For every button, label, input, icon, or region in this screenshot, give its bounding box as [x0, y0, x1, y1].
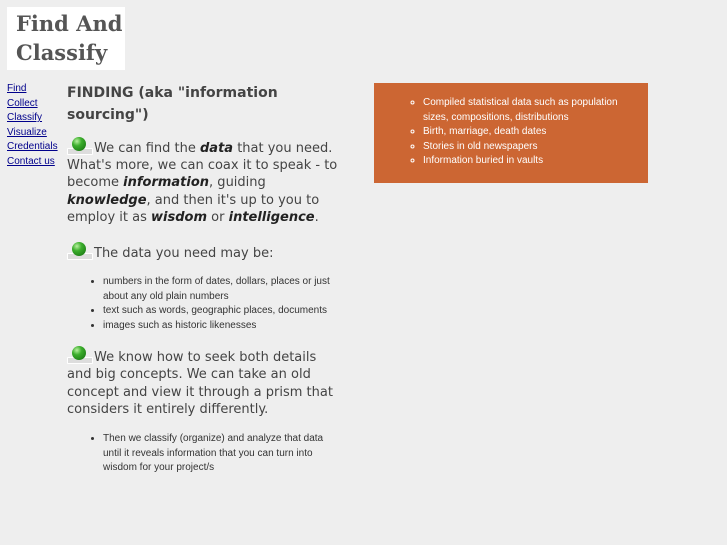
list-item: • Then we classify (organize) and analyze that data until it reveals information that you can turn into wisdom for your project/s	[103, 432, 343, 476]
list-item: ◦ Compiled statistical data such as population sizes, compositions, distributions	[423, 96, 633, 125]
green-ball-icon	[67, 346, 93, 362]
para1-text-3: , guiding	[209, 175, 266, 191]
para2-text: The data you need may be:	[94, 246, 274, 262]
info-sources-box	[374, 83, 648, 183]
nav-link-collect[interactable]: Collect	[7, 97, 38, 109]
nav-link-visualize[interactable]: Visualize	[7, 126, 47, 138]
para1-text-6: .	[314, 209, 319, 225]
logo-text: Find And Classify	[16, 11, 123, 65]
main-content	[67, 82, 342, 476]
para1-bold-knowledge: knowledge	[67, 192, 147, 208]
approach-paragraph	[67, 346, 342, 418]
data-types-list	[67, 275, 342, 333]
para1-text-5: or	[207, 209, 229, 225]
nav-link-credentials[interactable]: Credentials	[7, 141, 58, 152]
list-item: • images such as historic likenesses	[103, 319, 342, 334]
list-item: ◦ Stories in old newspapers	[423, 140, 633, 155]
para1-bold-intelligence: intelligence	[228, 209, 315, 225]
para1-bold-data: data	[200, 141, 234, 156]
classify-list	[67, 432, 343, 476]
para1-text-4: , and then it's up to you to employ it as	[67, 192, 320, 225]
logo[interactable]	[7, 7, 125, 70]
para1-bold-wisdom: wisdom	[151, 209, 208, 225]
list-item: • numbers in the form of dates, dollars, places or just about any old plain numbers	[103, 275, 342, 304]
green-ball-icon	[67, 137, 93, 153]
nav-link-contact-us[interactable]: Contact us	[7, 155, 55, 167]
data-types-paragraph	[67, 242, 342, 262]
intro-paragraph	[67, 137, 342, 226]
para1-text-1: We can find the	[94, 141, 200, 156]
page-title: FINDING (aka "information sourcing")	[67, 85, 278, 123]
para3-text: We know how to seek both details and big concepts. We can take an old concept and view it through a prism that considers it entirely differently.	[67, 350, 333, 417]
info-sources-list	[374, 96, 633, 169]
sidebar-nav	[7, 82, 63, 169]
para1-bold-information: information	[123, 175, 210, 191]
list-item: ◦ Information buried in vaults	[423, 154, 633, 169]
list-item: ◦ Birth, marriage, death dates	[423, 125, 633, 140]
para1-text-2: that you need. What's more, we can coax it to speak - to become	[67, 141, 338, 191]
green-ball-icon	[67, 242, 93, 258]
list-item: • text such as words, geographic places, documents	[103, 304, 342, 319]
nav-link-classify[interactable]: Classify	[7, 112, 43, 123]
nav-link-find[interactable]: Find	[7, 83, 27, 94]
